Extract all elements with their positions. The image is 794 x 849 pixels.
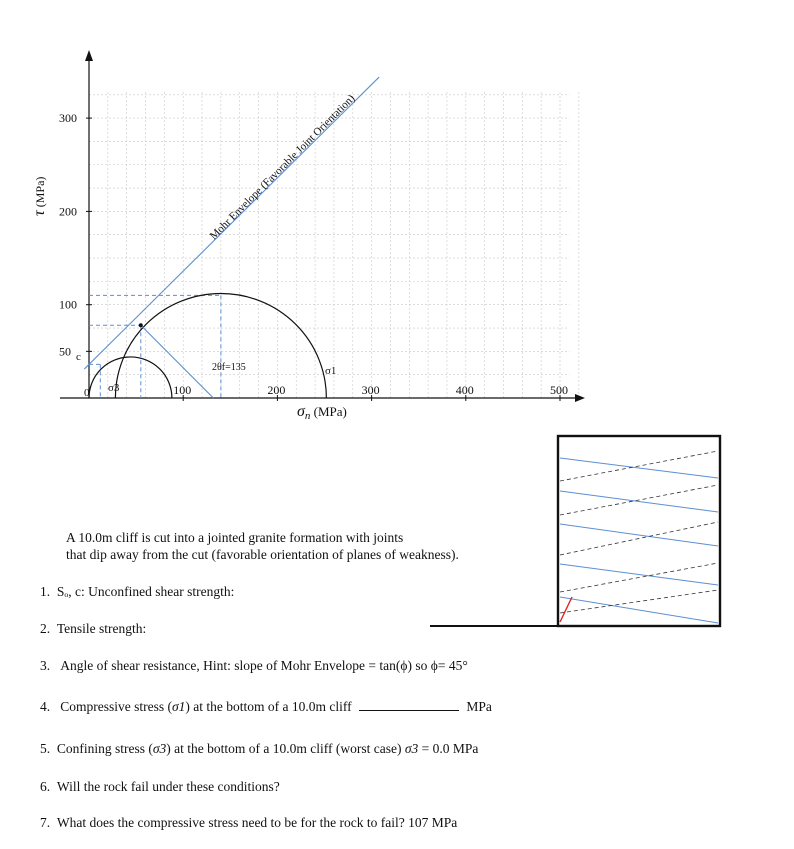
- y-tick-label: 50: [59, 344, 71, 359]
- y-tick-label: 300: [59, 111, 77, 126]
- sigma1-label: σ1: [325, 365, 337, 377]
- cliff-block: [558, 436, 720, 626]
- x-tick-label: 300: [361, 383, 380, 397]
- intro-line-1: A 10.0m cliff is cut into a jointed granite formation with joints: [66, 530, 404, 545]
- x-axis-arrow: [575, 394, 585, 402]
- x-tick-label: 100: [173, 383, 192, 397]
- y-tick-label: 200: [59, 204, 77, 219]
- tangent-point: [139, 323, 143, 327]
- question-6: 6. Will the rock fail under these conditions?: [40, 779, 280, 794]
- mohr-circle-tension: [89, 357, 172, 398]
- x-tick-label: 400: [455, 383, 474, 397]
- y-axis-arrow: [85, 50, 93, 61]
- c-label: c: [76, 351, 81, 363]
- cliff-sketch: [430, 436, 720, 626]
- y-axis-label: τ (MPa): [31, 176, 48, 216]
- envelope-label: Mohr Envelope (Favorable Joint Orientation): [207, 92, 358, 243]
- problem-statement: [66, 529, 459, 563]
- x-tick-label: 200: [267, 383, 286, 397]
- intro-line-2: that dip away from the cut (favorable orientation of planes of weakness).: [66, 547, 459, 562]
- question-7: 7. What does the compressive stress need to be for the rock to fail? 107 MPa: [40, 815, 458, 830]
- x-axis-label: $\sigma_n$ (MPa): [297, 403, 347, 422]
- plot-grid: [89, 90, 579, 398]
- angle-label: 2θf=135: [212, 362, 246, 373]
- question-4: 4. Compressive stress (σ1) at the bottom of a 10.0m cliff MPa: [40, 699, 492, 714]
- origin-label: 0: [84, 387, 90, 399]
- question-3: 3. Angle of shear resistance, Hint: slope of Mohr Envelope = tan(ϕ) so ϕ= 45°: [40, 658, 468, 673]
- sigma3-label: σ3: [108, 382, 120, 394]
- x-tick-label: 500: [550, 383, 568, 397]
- y-tick-label: 100: [59, 297, 77, 312]
- question-5: 5. Confining stress (σ3) at the bottom of a 10.0m cliff (worst case) σ3 = 0.0 MPa: [40, 741, 479, 756]
- question-1: 1. Sₒ, c: Unconfined shear strength:: [40, 584, 235, 599]
- question-2: 2. Tensile strength:: [40, 621, 147, 636]
- answer-blank[interactable]: [359, 699, 459, 711]
